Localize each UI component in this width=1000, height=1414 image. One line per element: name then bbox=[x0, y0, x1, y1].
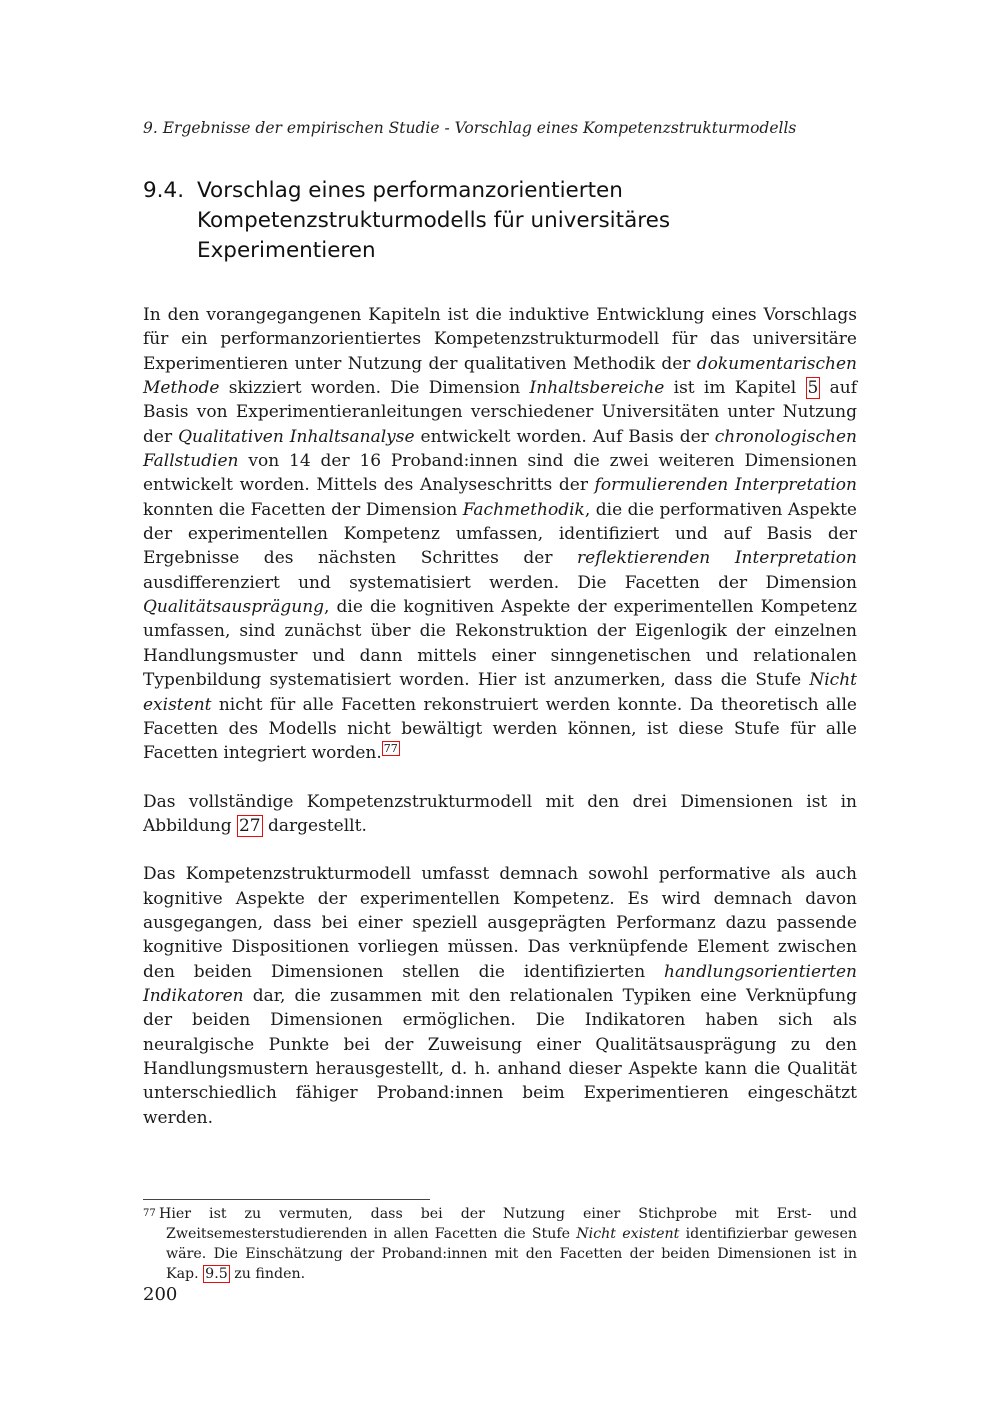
footnote-link[interactable]: 77 bbox=[383, 741, 398, 755]
paragraph-2 bbox=[143, 790, 857, 839]
page-number: 200 bbox=[143, 1284, 178, 1305]
footnote-divider bbox=[143, 1199, 430, 1200]
running-head: 9. Ergebnisse der empirischen Studie - Vorschlag eines Kompetenzstrukturmodells bbox=[143, 119, 797, 137]
text: , die die kognitiven Aspekte der experimentellen Kompetenz umfassen, sind zunächst über die Rekonstruktion der Eigenlogik der einzelnen Handlungsmuster und dann mittels einer sinngenetischen und relationalen Typenbildung systematisiert worden. Hier ist anzumerken, dass die Stufe bbox=[143, 597, 857, 691]
section-heading bbox=[143, 176, 863, 266]
section-link[interactable]: 9.5 bbox=[205, 1266, 228, 1282]
text: auf Basis von Experimentieranleitungen verschiedener Universitäten unter Nutzung der bbox=[143, 378, 857, 447]
figure-link[interactable]: 27 bbox=[238, 815, 261, 836]
text: dar, die zusammen mit den relationalen Typiken eine Verknüpfung der beiden Dimensionen ermöglichen. Die Indikatoren haben sich als neuralgische Punkte bei der Zuweisung einer Qualitätsausprägung zu den Handlungsmustern herausgestellt, d. h. anhand dieser Aspekte kann die Qualität unterschiedlich fähiger Proband:innen beim Experimentieren eingeschätzt werden. bbox=[143, 985, 857, 1128]
section-number: 9.4. bbox=[143, 178, 185, 203]
text: von 14 der 16 Proband:innen sind die zwei weiteren Dimensionen entwickelt worden. Mittels des Analyseschritts der bbox=[143, 451, 857, 496]
footnote bbox=[143, 1204, 857, 1284]
text: In den vorangegangenen Kapiteln ist die induktive Entwicklung eines Vorschlags für ein performanzorientiertes Kompetenzstrukturmodell für das universitäre Experimentieren unter Nutzung der qualitativen Methodik der bbox=[143, 305, 857, 374]
emphasis: dokumentarischen Methode bbox=[143, 353, 857, 399]
emphasis: Nicht existent bbox=[143, 670, 857, 715]
text: Hier ist zu vermuten, dass bei der Nutzung einer Stichprobe mit Erst- und Zweitsemesterstudierenden in allen Facetten die Stufe bbox=[159, 1206, 857, 1242]
emphasis: chronologischen Fallstudien bbox=[143, 426, 857, 472]
paragraph-1 bbox=[143, 303, 857, 766]
text: ist im Kapitel bbox=[664, 378, 806, 399]
text: , die die performativen Aspekte der experimentellen Kompetenz umfassen, identifiziert und auf Basis der Ergebnisse des nächsten Schrittes der bbox=[143, 499, 857, 569]
section-title bbox=[197, 176, 863, 266]
paragraph-3 bbox=[143, 862, 857, 1130]
emphasis: formulierenden Interpretation bbox=[594, 475, 857, 496]
footnote-text bbox=[143, 1204, 857, 1284]
body-text bbox=[143, 303, 857, 1154]
text: entwickelt worden. Auf Basis der bbox=[414, 426, 715, 447]
text: ausdifferenziert und systematisiert werden. Die Facetten der Dimension bbox=[143, 572, 857, 593]
emphasis: Nicht existent bbox=[576, 1226, 680, 1242]
section-title-line: Kompetenzstrukturmodells für universitäres bbox=[197, 208, 671, 233]
text: skizziert worden. Die Dimension bbox=[219, 378, 530, 399]
text: konnten die Facetten der Dimension bbox=[143, 499, 463, 520]
text: Das vollständige Kompetenzstrukturmodell mit den drei Dimensionen ist in Abbildung bbox=[143, 791, 857, 836]
text: Das Kompetenzstrukturmodell umfasst demnach sowohl performative als auch kognitive Aspekte der experimentellen Kompetenz. Es wird demnach davon ausgegangen, dass bei einer speziell ausgeprägten Performanz dazu passende kognitive Dispositionen vorliegen müssen. Das verknüpfende Element zwischen den beiden Dimensionen stellen die identifizierten bbox=[143, 864, 857, 982]
emphasis: Fachmethodik bbox=[462, 499, 585, 520]
chapter-link[interactable]: 5 bbox=[807, 378, 819, 399]
emphasis: Qualitativen Inhaltsanalyse bbox=[178, 426, 415, 447]
text: dargestellt. bbox=[262, 815, 367, 836]
emphasis: Qualitätsausprägung bbox=[143, 597, 325, 618]
footnote-mark: 77 bbox=[143, 1208, 156, 1219]
text: zu finden. bbox=[229, 1266, 306, 1282]
text: identifizierbar gewesen wäre. Die Einschätzung der Proband:innen mit den Facetten der beiden Dimensionen ist in Kap. bbox=[166, 1226, 857, 1282]
text: nicht für alle Facetten rekonstruiert werden konnte. Da theoretisch alle Facetten des Modells nicht bewältigt werden können, ist diese Stufe für alle Facetten integriert worden. bbox=[143, 694, 857, 764]
section-title-line: Experimentieren bbox=[197, 238, 376, 263]
section-title-line: Vorschlag eines performanzorientierten bbox=[197, 178, 623, 203]
emphasis: Inhaltsbereiche bbox=[529, 378, 665, 399]
emphasis: handlungsorientierten Indikatoren bbox=[143, 961, 857, 1006]
emphasis: reflektierenden Interpretation bbox=[577, 548, 857, 569]
